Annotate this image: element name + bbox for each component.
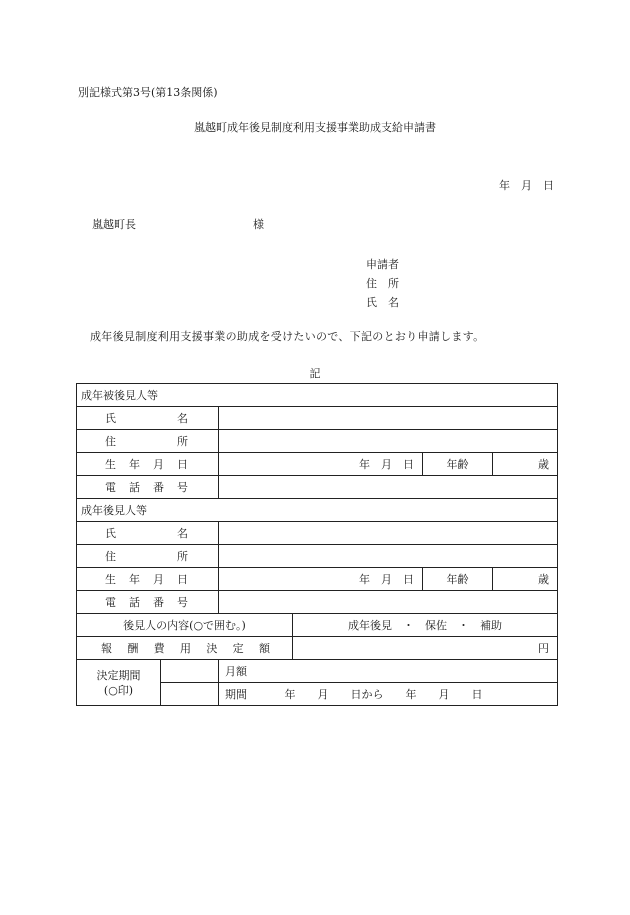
ward-name-field[interactable]	[219, 407, 558, 430]
fee-amount-field[interactable]: 円	[293, 637, 558, 660]
ward-age-label: 年齢	[423, 453, 493, 476]
addressee-name: 嵐越町長	[92, 218, 136, 231]
ward-section-header: 成年被後見人等	[77, 384, 558, 407]
guardian-age-label: 年齢	[423, 568, 493, 591]
form-number: 別記様式第3号(第13条関係)	[78, 86, 218, 99]
decision-period-field[interactable]	[219, 683, 558, 706]
applicant-label: 申請者	[366, 258, 399, 271]
decision-period-text: 年 月 日から 年 月 日	[284, 688, 483, 701]
ward-birth-label: 生年月日	[77, 453, 219, 476]
guardian-address-field[interactable]	[219, 545, 558, 568]
guardian-name-field[interactable]	[219, 522, 558, 545]
ward-address-field[interactable]	[219, 430, 558, 453]
guardian-type-options[interactable]: 成年後見 ・ 保佐 ・ 補助	[293, 614, 558, 637]
decision-monthly-mark[interactable]	[161, 660, 219, 683]
decision-monthly-field[interactable]: 月額	[219, 660, 558, 683]
decision-label	[77, 660, 161, 706]
guardian-address-label: 住所	[77, 545, 219, 568]
application-date[interactable]: 年 月 日	[499, 179, 554, 192]
decision-label-line1: 決定期間	[96, 668, 141, 682]
fee-amount-label: 報酬費用決定額	[77, 637, 293, 660]
decision-label-line2: (○印)	[103, 683, 134, 697]
ki-heading: 記	[309, 367, 321, 380]
ward-phone-label: 電話番号	[77, 476, 219, 499]
intro-statement: 成年後見制度利用支援事業の助成を受けたいので、下記のとおり申請します。	[90, 330, 485, 343]
addressee-honorific: 様	[253, 218, 264, 231]
decision-period-label: 期間	[225, 688, 247, 701]
ward-phone-field[interactable]	[219, 476, 558, 499]
ward-age-field[interactable]: 歳	[493, 453, 558, 476]
ward-address-label: 住所	[77, 430, 219, 453]
document-title: 嵐越町成年後見制度利用支援事業助成支給申請書	[194, 121, 436, 134]
guardian-section-header: 成年後見人等	[77, 499, 558, 522]
guardian-type-label: 後見人の内容(○で囲む。)	[77, 614, 293, 637]
ward-birth-field[interactable]: 年 月 日	[219, 453, 423, 476]
guardian-age-field[interactable]: 歳	[493, 568, 558, 591]
application-form-table	[76, 383, 558, 706]
guardian-birth-label: 生年月日	[77, 568, 219, 591]
guardian-phone-label: 電話番号	[77, 591, 219, 614]
decision-period-mark[interactable]	[161, 683, 219, 706]
applicant-address-label[interactable]: 住 所	[366, 277, 399, 290]
applicant-name-label[interactable]: 氏 名	[366, 296, 399, 309]
guardian-name-label: 氏名	[77, 522, 219, 545]
applicant-block	[366, 255, 399, 312]
guardian-birth-field[interactable]: 年 月 日	[219, 568, 423, 591]
ward-name-label: 氏名	[77, 407, 219, 430]
guardian-phone-field[interactable]	[219, 591, 558, 614]
